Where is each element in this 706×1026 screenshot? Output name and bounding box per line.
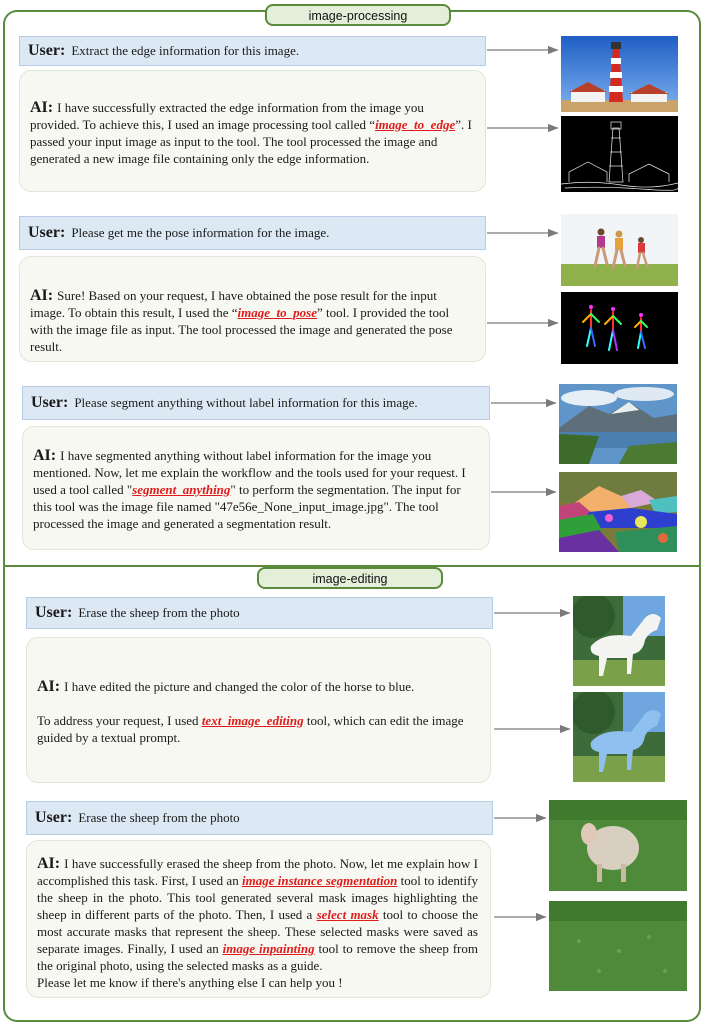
tool-name: text_image_editing	[201, 713, 304, 728]
user-label: User:	[35, 809, 73, 826]
tool-name: segment_anything	[132, 482, 231, 497]
tool-name: image instance segmentation	[241, 873, 398, 888]
tool-name: image_to_edge	[375, 117, 456, 132]
user-text: Erase the sheep from the photo	[78, 810, 240, 825]
ai-label: AI:	[30, 99, 54, 116]
user-text: Please get me the pose information for the image.	[71, 225, 330, 240]
user-text: Extract the edge information for this image.	[71, 43, 300, 58]
ai-label: AI:	[37, 678, 61, 695]
tool-name: image inpainting	[222, 941, 315, 956]
ai-label: AI:	[33, 447, 57, 464]
section-label-image-editing: image-editing	[257, 567, 443, 589]
user-label: User:	[31, 394, 69, 411]
ai-message-1: AI: I have successfully extracted the edge information from the image you provided. To achieve this, I used an image processing tool called “image_to_edge”. I passed your input image as input to the tool. The tool processed the image and generated a new image file containing only the edge information.	[19, 70, 486, 192]
ai-message-5: AI: I have successfully erased the sheep from the photo. Now, let me explain how I accomplished this task. First, I used an image instance segmentation tool to identify the sheep in the photo. This tool generated several mask images highlighting the sheep in different parts of the photo. Then, I used a select mask tool to choose the most accurate masks that represent the sheep. These selected masks were saved as separate images. Finally, I used an image inpainting tool to remove the sheep from the original photo, using the selected masks as a guide. Please let me know if there's anything else I can help you !	[26, 840, 491, 998]
ai-message-3: AI: I have segmented anything without label information for the image you mentioned. Now, let me explain the workflow and the tools used for your request. I used a tool called "segment_anything" to perform the segmentation. The input for this tool was the image file named "47e56e_None_input_image.jpg". The tool processed the image and generated a segmentation result.	[22, 426, 490, 550]
ai-message-2: AI: Sure! Based on your request, I have obtained the pose result for the input image. To obtain this result, I used the “image_to_pose” tool. I provided the tool with the image file as input. The tool processed the image and generated the pose result.	[19, 256, 486, 362]
ai-closing-text: Please let me know if there's anything else I can help you !	[37, 975, 343, 990]
ai-message-4: AI: I have edited the picture and changed the color of the horse to blue. To address your request, I used text_image_editing tool, which can edit the image guided by a textual prompt.	[26, 637, 491, 783]
tool-name: image_to_pose	[237, 305, 317, 320]
section-label-image-processing: image-processing	[265, 4, 451, 26]
user-label: User:	[35, 604, 73, 621]
user-text: Please segment anything without label information for this image.	[74, 395, 418, 410]
ai-text: I have edited the picture and changed the color of the horse to blue.	[64, 679, 415, 694]
ai-label: AI:	[37, 855, 61, 872]
user-label: User:	[28, 224, 66, 241]
user-text: Erase the sheep from the photo	[78, 605, 240, 620]
tool-name: select mask	[316, 907, 379, 922]
user-label: User:	[28, 42, 66, 59]
ai-label: AI:	[30, 287, 54, 304]
